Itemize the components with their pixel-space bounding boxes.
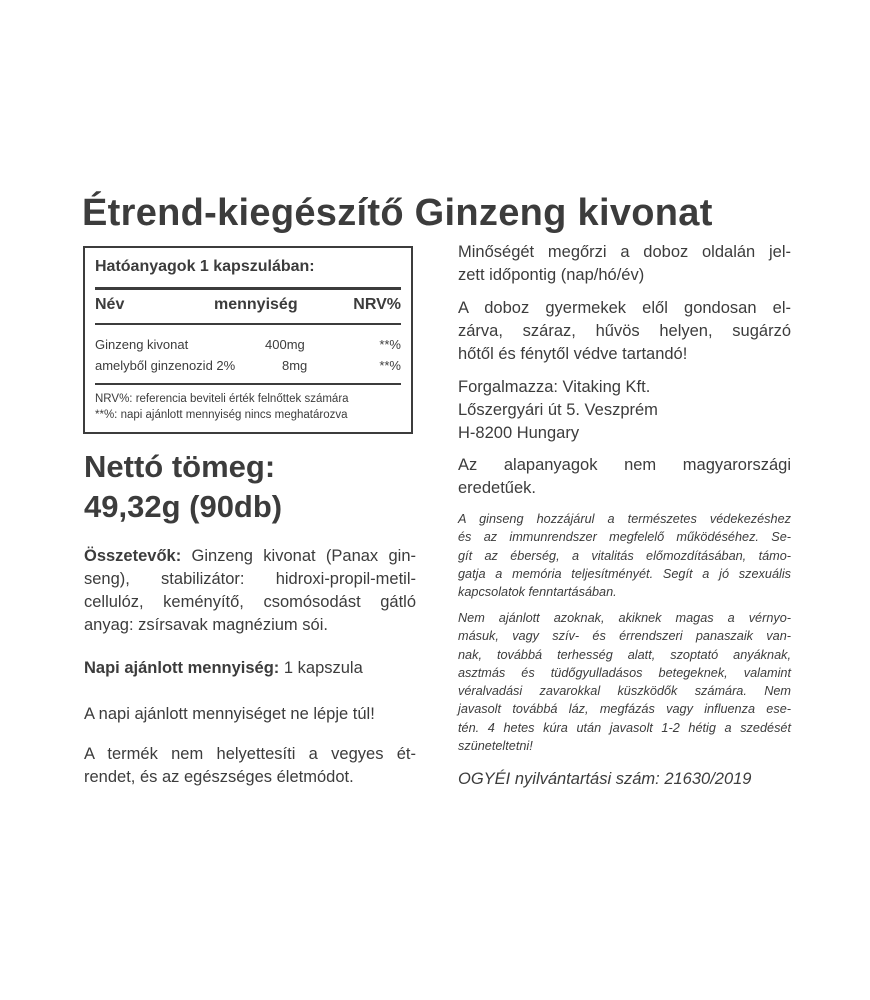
column-header-amount: mennyiség (214, 296, 298, 313)
distributor-line: Forgalmazza: Vitaking Kft. (458, 378, 651, 396)
benefits-line: és az immunrendszer megfelelő működéséhez. Se- (458, 530, 791, 545)
table-note-nrv: NRV%: referencia beviteli érték felnőttek számára (95, 393, 349, 405)
nutrition-table-heading: Hatóanyagok 1 kapszulában: (95, 258, 315, 275)
diet-note-line: A termék nem helyettesíti a vegyes ét- (84, 745, 416, 763)
daily-dose-value: 1 kapszula (279, 659, 363, 677)
best-before-line: Minőségét megőrzi a doboz oldalán jel- (458, 243, 791, 261)
storage-instructions (458, 297, 791, 366)
column-header-name: Név (95, 296, 125, 313)
net-weight-label: Nettó tömeg: (84, 449, 276, 484)
ingredients-line: cellulóz, keményítő, csomósodást gátló (84, 593, 416, 611)
table-divider (95, 383, 401, 385)
ingredients-line: seng), stabilizátor: hidroxi-propil-metil- (84, 570, 416, 588)
distributor-line: Lőszergyári út 5. Veszprém (458, 401, 658, 419)
best-before-line: zett időpontig (nap/hó/év) (458, 266, 645, 284)
table-divider-thick (95, 287, 401, 290)
diet-note-line: rendet, és az egészséges életmódot. (84, 768, 354, 786)
storage-line: A doboz gyermekek elől gondosan el- (458, 299, 791, 317)
benefits-line: A ginseng hozzájárul a természetes védekezéshez (458, 512, 791, 526)
distributor (458, 376, 791, 445)
distributor-line: H-8200 Hungary (458, 424, 580, 442)
nutrition-table (83, 246, 413, 434)
table-row-1-amount: 400mg (265, 337, 305, 352)
table-row-1-nrv: **% (379, 337, 401, 352)
registration-number: OGYÉI nyilvántartási szám: 21630/2019 (458, 770, 752, 788)
contraindications-line: javasolt továbbá láz, megfázás vagy influenza ese- (458, 702, 791, 717)
contraindications (458, 609, 791, 755)
best-before (458, 241, 791, 287)
contraindications-line: tén. 4 hetes kúra után javasolt 1-2 hétig a szedését (458, 720, 791, 735)
origin-line: Az alapanyagok nem magyarországi (458, 456, 791, 474)
table-note-asterisk: **%: napi ajánlott mennyiség nincs meghatározva (95, 409, 348, 421)
contraindications-line: Nem ajánlott azoknak, akiknek magas a vérnyo- (458, 611, 791, 625)
benefits-line: gatja a memória teljesítményét. Segít a jó szexuális (458, 566, 791, 581)
storage-line: hőtől és fénytől védve tartandó! (458, 345, 688, 363)
daily-dose-label: Napi ajánlott mennyiség: (84, 659, 280, 677)
ingredients-label: Összetevők: (84, 547, 182, 565)
table-row-2-amount: 8mg (282, 358, 308, 373)
net-weight-value: 49,32g (90db) (84, 489, 283, 524)
daily-dose (84, 657, 416, 680)
health-benefits (458, 510, 791, 601)
benefits-line: kapcsolatok fenntartásában. (458, 585, 617, 600)
ingredients (84, 545, 416, 637)
benefits-line: gít az éberség, a vitalitás előmozdításában, támo- (458, 548, 791, 563)
diet-note (84, 743, 416, 789)
contraindications-line: másuk, vagy szív- és érrendszeri panaszaik van- (458, 629, 791, 644)
product-title: Étrend-kiegészítő Ginzeng kivonat (82, 192, 713, 234)
table-row-2-nrv: **% (379, 358, 401, 373)
table-divider (95, 323, 401, 325)
contraindications-line: asztmás és tüdőgyulladásos betegeknek, valamint (458, 665, 791, 680)
table-row-2-name: amelyből ginzenozid 2% (95, 358, 236, 373)
storage-line: zárva, száraz, hűvös helyen, sugárzó (458, 322, 791, 340)
contraindications-line: szüneteltetni! (458, 739, 533, 754)
origin-line: eredetűek. (458, 479, 536, 497)
table-row-1-name: Ginzeng kivonat (95, 337, 189, 352)
ingredients-line: anyag: zsírsavak magnézium sói. (84, 616, 328, 634)
contraindications-line: nak, továbbá terhesség alatt, szoptató anyáknak, (458, 647, 791, 662)
origin-note (458, 454, 791, 500)
column-header-nrv: NRV% (353, 296, 401, 313)
contraindications-line: véralvadási zavarokkal küszködők számára. Nem (458, 684, 791, 699)
dose-warning: A napi ajánlott mennyiséget ne lépje túl! (84, 705, 375, 723)
ingredients-line: Ginzeng kivonat (Panax gin- (181, 547, 416, 565)
